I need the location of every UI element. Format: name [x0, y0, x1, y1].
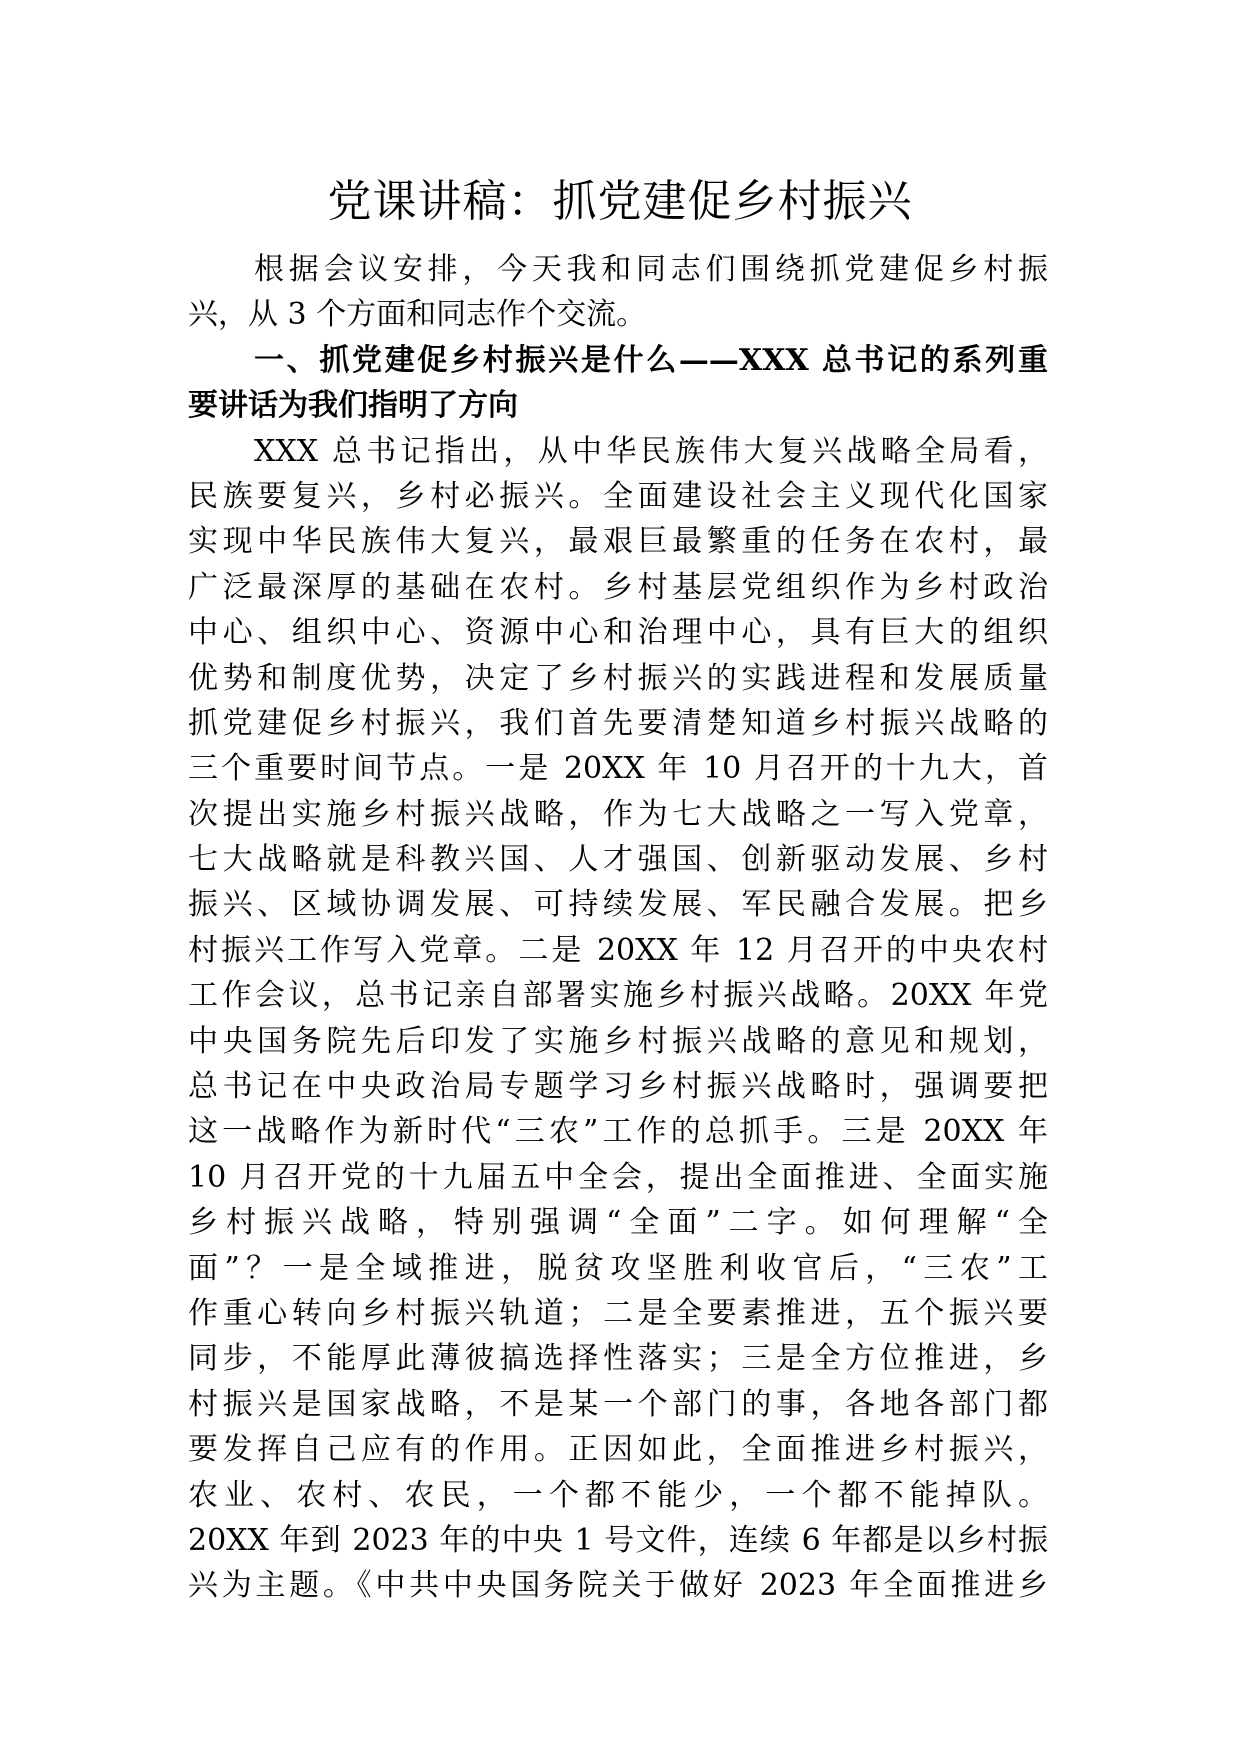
body-line: 中央国务院先后印发了实施乡村振兴战略的意见和规划，	[188, 1023, 1048, 1059]
body-line: 作重心转向乡村振兴轨道；二是全要素推进，五个振兴要	[188, 1295, 1048, 1331]
body-line: 村振兴是国家战略，不是某一个部门的事，各地各部门都	[188, 1386, 1048, 1422]
section-heading-line: 一、抓党建促乡村振兴是什么——XXX 总书记的系列重	[254, 342, 1048, 378]
body-line: 广泛最深厚的基础在农村。乡村基层党组织作为乡村政治	[188, 569, 1048, 605]
body-line: XXX 总书记指出，从中华民族伟大复兴战略全局看，	[254, 433, 1048, 469]
body-line: 乡村振兴战略，特别强调“全面”二字。如何理解“全	[188, 1205, 1048, 1241]
body-line: 兴，从 3 个方面和同志作个交流。	[188, 297, 647, 333]
body-line: 振兴、区域协调发展、可持续发展、军民融合发展。把乡	[188, 887, 1048, 923]
body-line: 同步，不能厚此薄彼搞选择性落实；三是全方位推进，乡	[188, 1341, 1048, 1377]
body-line: 中心、组织中心、资源中心和治理中心，具有巨大的组织	[188, 615, 1048, 651]
body-line: 村振兴工作写入党章。二是 20XX 年 12 月召开的中央农村	[188, 932, 1048, 968]
body-line: 这一战略作为新时代“三农”工作的总抓手。三是 20XX 年	[188, 1114, 1048, 1150]
body-line: 要发挥自己应有的作用。正因如此，全面推进乡村振兴，	[188, 1432, 1048, 1468]
body-line: 10 月召开党的十九届五中全会，提出全面推进、全面实施	[188, 1159, 1048, 1195]
body-line: 抓党建促乡村振兴，我们首先要清楚知道乡村振兴战略的	[188, 705, 1048, 741]
section-heading-line: 要讲话为我们指明了方向	[188, 388, 518, 424]
body-line: 20XX 年到 2023 年的中央 1 号文件，连续 6 年都是以乡村振	[188, 1522, 1048, 1558]
body-line: 总书记在中央政治局专题学习乡村振兴战略时，强调要把	[188, 1069, 1048, 1105]
body-line: 实现中华民族伟大复兴，最艰巨最繁重的任务在农村，最	[188, 524, 1048, 560]
document-body	[188, 247, 1048, 1609]
body-line: 民族要复兴，乡村必振兴。全面建设社会主义现代化国家	[188, 478, 1048, 514]
body-line: 七大战略就是科教兴国、人才强国、创新驱动发展、乡村	[188, 842, 1048, 878]
body-line: 兴为主题。《中共中央国务院关于做好 2023 年全面推进乡	[188, 1568, 1048, 1604]
body-line: 优势和制度优势，决定了乡村振兴的实践进程和发展质量	[188, 660, 1048, 696]
body-line: 面”？一是全域推进，脱贫攻坚胜利收官后，“三农”工	[188, 1250, 1048, 1286]
document-title: 党课讲稿：抓党建促乡村振兴	[327, 176, 913, 227]
body-line: 次提出实施乡村振兴战略，作为七大战略之一写入党章，	[188, 796, 1048, 832]
body-line: 根据会议安排，今天我和同志们围绕抓党建促乡村振	[254, 252, 1048, 287]
body-line: 工作会议，总书记亲自部署实施乡村振兴战略。20XX 年党	[188, 978, 1048, 1014]
body-line: 三个重要时间节点。一是 20XX 年 10 月召开的十九大，首	[188, 751, 1048, 787]
body-line: 农业、农村、农民，一个都不能少，一个都不能掉队。	[188, 1477, 1048, 1513]
